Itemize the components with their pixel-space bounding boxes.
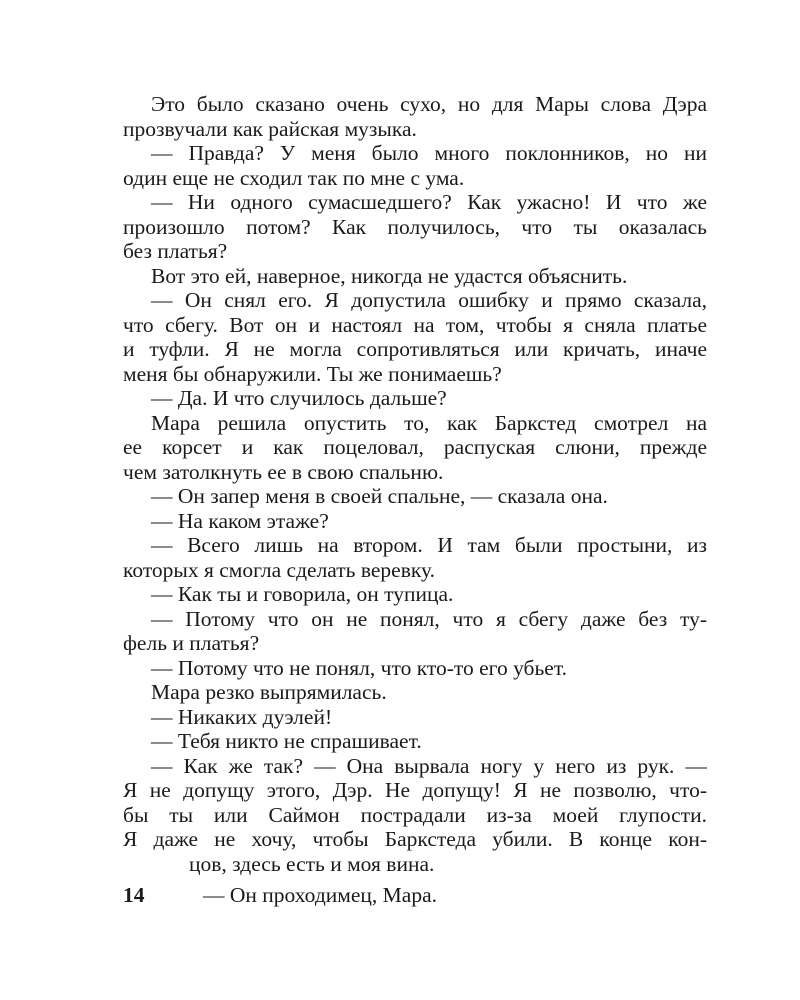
text-line: чем затолкнуть ее в свою спальню. xyxy=(123,459,444,484)
text-line: — Всего лишь на втором. И там были простыни, из xyxy=(151,533,707,557)
text-line: Мара резко выпрямилась. xyxy=(151,680,387,704)
text-line: — Тебя никто не спрашивает. xyxy=(151,729,422,753)
text-line: Это было сказано очень сухо, но для Мары слова Дэра xyxy=(151,92,707,116)
text-line: один еще не сходил так по мне с ума. xyxy=(123,165,465,190)
text-line: без платья? xyxy=(123,239,228,263)
text-line: — Никаких дуэлей! xyxy=(151,704,333,729)
text-line: Вот это ей, наверное, никогда не удастся объяснить. xyxy=(151,263,628,288)
body-text xyxy=(123,92,707,876)
text-line: что сбегу. Вот он и настоял на том, чтобы я сняла платье xyxy=(123,312,707,337)
text-line: — Правда? У меня было много поклонников, но ни xyxy=(151,141,707,165)
text-line: — Как ты и говорила, он тупица. xyxy=(151,582,454,606)
text-line: бы ты или Саймон пострадали из-за моей глупости. xyxy=(123,802,707,827)
page-footer xyxy=(123,880,707,910)
text-line: ее корсет и как поцеловал, распуская слюни, прежде xyxy=(123,435,707,459)
text-line: — Он снял его. Я допустила ошибку и прямо сказала, xyxy=(151,288,707,312)
text-line: — Да. И что случилось дальше? xyxy=(151,386,447,410)
text-line: — Ни одного сумасшедшего? Как ужасно! И что же xyxy=(151,190,707,214)
text-line: и туфли. Я не могла сопротивляться или кричать, иначе xyxy=(123,337,707,361)
text-line: меня бы обнаружили. Ты же понимаешь? xyxy=(123,361,502,386)
text-line: произошло потом? Как получилось, что ты оказалась xyxy=(123,214,707,239)
text-line: Я даже не хочу, чтобы Баркстеда убили. В конце кон- xyxy=(123,827,707,851)
text-line: — Он запер меня в своей спальне, — сказала она. xyxy=(151,484,608,508)
text-line: цов, здесь есть и моя вина. xyxy=(189,851,435,876)
page-number: 14 xyxy=(123,883,145,907)
text-line: — Потому что не понял, что кто-то его убьет. xyxy=(151,655,567,680)
text-line: Я не допущу этого, Дэр. Не допущу! Я не позволю, что- xyxy=(123,778,707,802)
text-line: Мара решила опустить то, как Баркстед смотрел на xyxy=(151,410,707,435)
text-line: — Потому что он не понял, что я сбегу даже без ту- xyxy=(151,606,707,631)
text-line: фель и платья? xyxy=(123,631,260,655)
text-line: — На каком этаже? xyxy=(151,508,329,533)
text-line: — Он проходимец, Мара. xyxy=(203,883,437,907)
text-line: — Как же так? — Она вырвала ногу у него из рук. — xyxy=(151,753,707,778)
text-line: которых я смогла сделать веревку. xyxy=(123,557,435,582)
text-line: прозвучали как райская музыка. xyxy=(123,116,417,141)
